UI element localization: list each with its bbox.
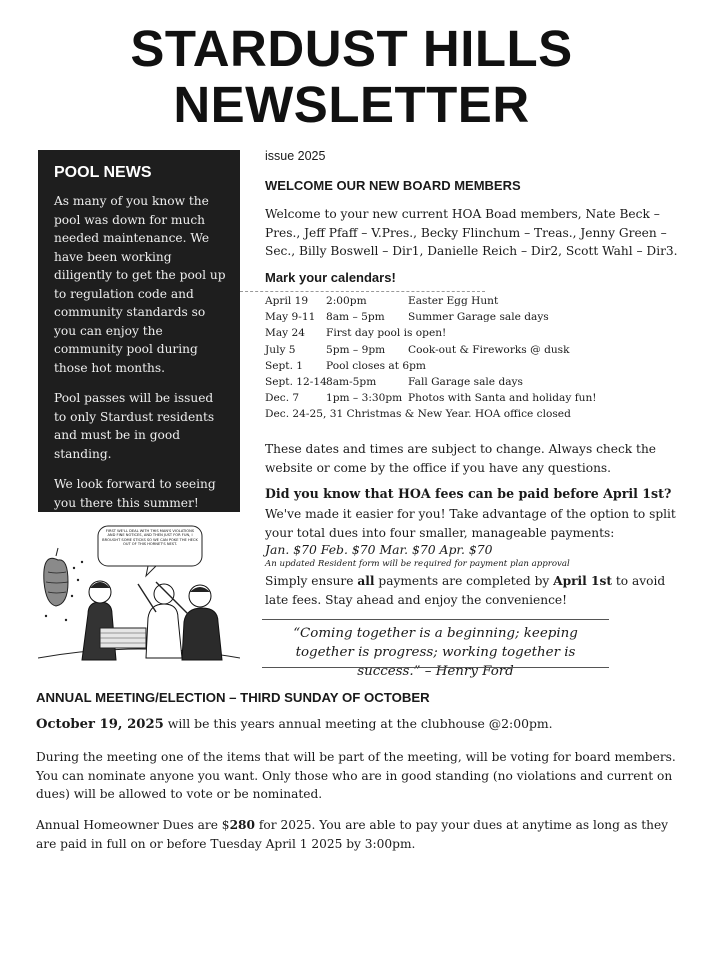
pool-news-heading: POOL NEWS [54,164,152,181]
event-time: 2:00pm [326,295,367,307]
welcome-text: Welcome to your new current HOA Boad members, Nate Beck – Pres., Jeff Pfaff – V.Pres., Becky Flinchum – Treas., Jenny Green – Sec., Billy Boswell – Dir1, Danielle Reich – Dir2, Scott Wahl – Dir3. [265,207,678,259]
event-full: Dec. 24-25, 31 Christmas & New Year. HOA office closed [265,408,571,421]
pool-news-box [38,150,240,512]
event-date: May 24 [265,327,305,340]
ensure-date: April 1st [553,574,613,588]
calendar-heading: Mark your calendars! [265,270,396,285]
event-name: Photos with Santa and holiday fun! [408,392,597,405]
calendar-row [265,406,685,422]
ensure-mid: payments are completed by [374,574,554,588]
calendar-row [265,374,685,390]
event-date: May 9-11 [265,311,316,324]
quote-top-rule [262,619,609,620]
dues-pre: Annual Homeowner Dues are $ [36,818,230,832]
meeting-date-bold: October 19, 2025 [36,717,164,732]
quote-bottom-rule [262,667,609,668]
event-date: Dec. 7 [265,392,300,405]
event-date: Sept. 1 [265,359,304,372]
calendar-note: These dates and times are subject to change. Always check the website or come by the office if you have any questions. [265,442,656,475]
resident-form-note: An updated Resident form will be required for payment plan approval [265,559,570,569]
event-name: Fall Garage sale days [408,375,523,388]
calendar-list [265,293,685,423]
ensure-all: all [357,574,375,588]
hornets-nest-cartoon [38,522,240,668]
pool-news-paragraph-2: Pool passes will be issued to only Stardust residents and must be in good standing. [54,391,215,461]
ensure-post: to avoid late fees. Stay ahead and enjoy the convenience! [265,574,666,607]
calendar-row [265,293,685,309]
event-name: Cook-out & Fireworks @ dusk [408,343,570,356]
henry-ford-quote: “Coming together is a beginning; keeping together is progress; working together is success.” – Henry Ford [293,626,578,679]
fees-intro: We've made it easier for you! Take advantage of the option to split your total dues into four smaller, manageable payments: [265,507,676,540]
event-name: Easter Egg Hunt [408,295,499,307]
event-name: Summer Garage sale days [408,311,549,324]
event-time: 8am – 5pm [326,311,385,324]
fees-ensure-text [265,572,685,609]
calendar-row [265,325,685,341]
fees-heading: Did you know that HOA fees can be paid before April 1st? [265,486,672,501]
event-time: 5pm – 9pm [326,343,386,356]
event-date: July 5 [265,343,296,356]
calendar-divider [240,291,485,292]
annual-meeting-date [36,716,553,732]
newsletter-title-line1: STARDUST HILLS [130,20,573,77]
calendar-row [265,342,685,358]
newsletter-title-line2: NEWSLETTER [173,76,530,133]
event-time: 8am-5pm [326,375,377,388]
event-time: Pool closes at 6pm [326,359,426,372]
annual-meeting-heading: ANNUAL MEETING/ELECTION – THIRD SUNDAY OF OCTOBER [36,690,430,705]
dues-post: for 2025. You are able to pay your dues at anytime as long as they are paid in full on or before Tuesday April 1 2025 by 3:00pm. [36,818,669,851]
calendar-row [265,390,685,406]
event-date: Sept. 12-14 [265,375,327,388]
calendar-row [265,358,685,374]
pool-news-paragraph-1: As many of you know the pool was down for much needed maintenance. We have been working diligently to get the pool up to regulation code and community standards so you can enjoy the community pool during those hot months. [54,194,226,375]
dues-amount: 280 [229,818,256,832]
annual-dues-text [36,816,676,853]
welcome-heading: WELCOME OUR NEW BOARD MEMBERS [265,178,521,193]
issue-label: issue 2025 [265,149,326,163]
ensure-pre: Simply ensure [265,574,358,588]
meeting-date-rest: will be this years annual meeting at the clubhouse @2:00pm. [163,716,553,731]
event-time: 1pm – 3:30pm [326,392,403,405]
pool-news-paragraph-3: We look forward to seeing you there this summer! [54,477,216,510]
calendar-row [265,309,685,325]
annual-meeting-text: During the meeting one of the items that will be part of the meeting, will be voting for board members. You can nominate anyone you want. Only those who are in good standing (no violations and current on dues) will be allowed to vote or be nominated. [36,750,676,802]
payment-schedule: Jan. $70 Feb. $70 Mar. $70 Apr. $70 [265,542,493,557]
event-date: April 19 [265,295,309,307]
event-time: First day pool is open! [326,327,447,340]
cartoon-caption: FIRST WE'LL DEAL WITH THIS MAN'S VIOLATIONS AND FINE NOTICES, AND THEN JUST FOR FUN, I BROUGHT SOME STICKS SO WE CAN POKE THE HECK OUT OF THIS HORNET'S NEST. [102,529,198,547]
